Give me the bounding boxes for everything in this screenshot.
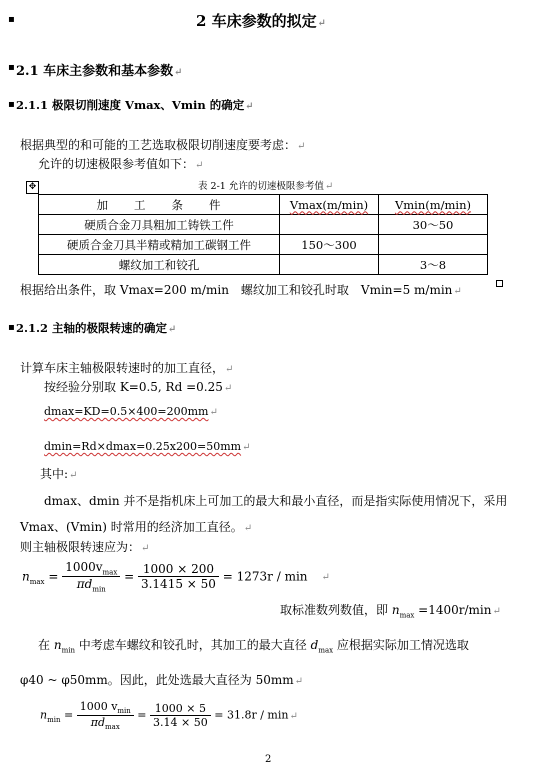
table-cell	[280, 215, 379, 235]
table-caption: 表 2-1 允许的切速极限参考值↵	[198, 181, 334, 192]
paragraph: φ40 ~ φ50mm。因此，此处选最大直径为 50mm↵	[20, 673, 304, 687]
table-cell: 30～50	[379, 215, 488, 235]
table-move-handle-icon[interactable]: ✥	[26, 181, 39, 194]
page-title: 2 车床参数的拟定↵	[196, 12, 327, 30]
paragraph: 允许的切速极限参考值如下：↵	[38, 157, 204, 171]
paragraph: 根据给出条件，取 Vmax=200 m/min 螺纹加工和铰孔时取 Vmin=5 m/min↵	[20, 283, 462, 297]
paragraph: 其中:↵	[40, 467, 78, 481]
table-cell	[379, 235, 488, 255]
formula-dmax: dmax=KD=0.5×400=200mm↵	[44, 405, 218, 418]
table-cell: 3～8	[379, 255, 488, 275]
speed-limit-table	[38, 194, 488, 275]
table-resize-handle[interactable]	[496, 280, 503, 287]
table-row	[39, 235, 488, 255]
table-header-row	[39, 195, 488, 215]
paragraph: 则主轴极限转速应为：↵	[20, 540, 150, 554]
bullet: ▪	[8, 62, 15, 73]
table-cell: 硬质合金刀具粗加工铸铁工件	[39, 215, 280, 235]
section-heading-2-1-1: 2.1.1 极限切削速度 Vmax、Vmin 的确定↵	[16, 98, 254, 112]
table-cell: 硬质合金刀具半精或精加工碳钢工件	[39, 235, 280, 255]
paragraph: 在 $n_{min}$ 中考虑车螺纹和铰孔时，其加工的最大直径 $d_{max}$ 应根据实际加工情况选取	[38, 638, 469, 655]
bullet: ▪	[8, 322, 15, 333]
paragraph: 计算车床主轴极限转速时的加工直径，↵	[20, 361, 234, 375]
table-cell: 150～300	[280, 235, 379, 255]
section-heading-2-1-2: 2.1.2 主轴的极限转速的确定↵	[16, 321, 177, 335]
bullet: ▪	[8, 99, 15, 110]
paragraph: 按经验分别取 K=0.5, Rd =0.25↵	[44, 380, 233, 394]
paragraph: Vmax、(Vmin) 时常用的经济加工直径。↵	[20, 520, 253, 534]
formula-dmin: dmin=Rd×dmax=0.25x200=50mm↵	[44, 440, 251, 453]
table-row	[39, 215, 488, 235]
bullet: ▪	[8, 14, 15, 25]
paragraph: 取标准数列数值，即 $n_{max}$ =1400r/min↵	[280, 603, 501, 620]
paragraph: 根据典型的和可能的工艺选取极限切削速度要考虑：↵	[20, 138, 306, 152]
formula-nmin: $n_{min}$ = $\frac{1000 v_{min}}{\pi d_{max}}$ = $\frac{1000 \times 5}{3.14 \times 50}$ = 31.8r / min↵	[40, 700, 298, 732]
section-heading-2-1: 2.1 车床主参数和基本参数↵	[16, 64, 183, 79]
table-cell: 螺纹加工和铰孔	[39, 255, 280, 275]
table-header-cell: 加 工 条 件	[39, 195, 280, 215]
table-header-cell: Vmin(m/min)	[379, 195, 488, 215]
formula-nmax: $n_{max}$ = $\frac{1000v_{max}}{\pi d_{min}}$ = $\frac{1000 \times 200}{3.1415 \times 50}$ = 1273r / min ↵	[22, 560, 330, 594]
table-header-cell: Vmax(m/min)	[280, 195, 379, 215]
page-number: 2	[265, 754, 272, 765]
paragraph: dmax、dmin 并不是指机床上可加工的最大和最小直径，而是指实际使用情况下，采用	[44, 494, 508, 508]
table-row	[39, 255, 488, 275]
table-cell	[280, 255, 379, 275]
